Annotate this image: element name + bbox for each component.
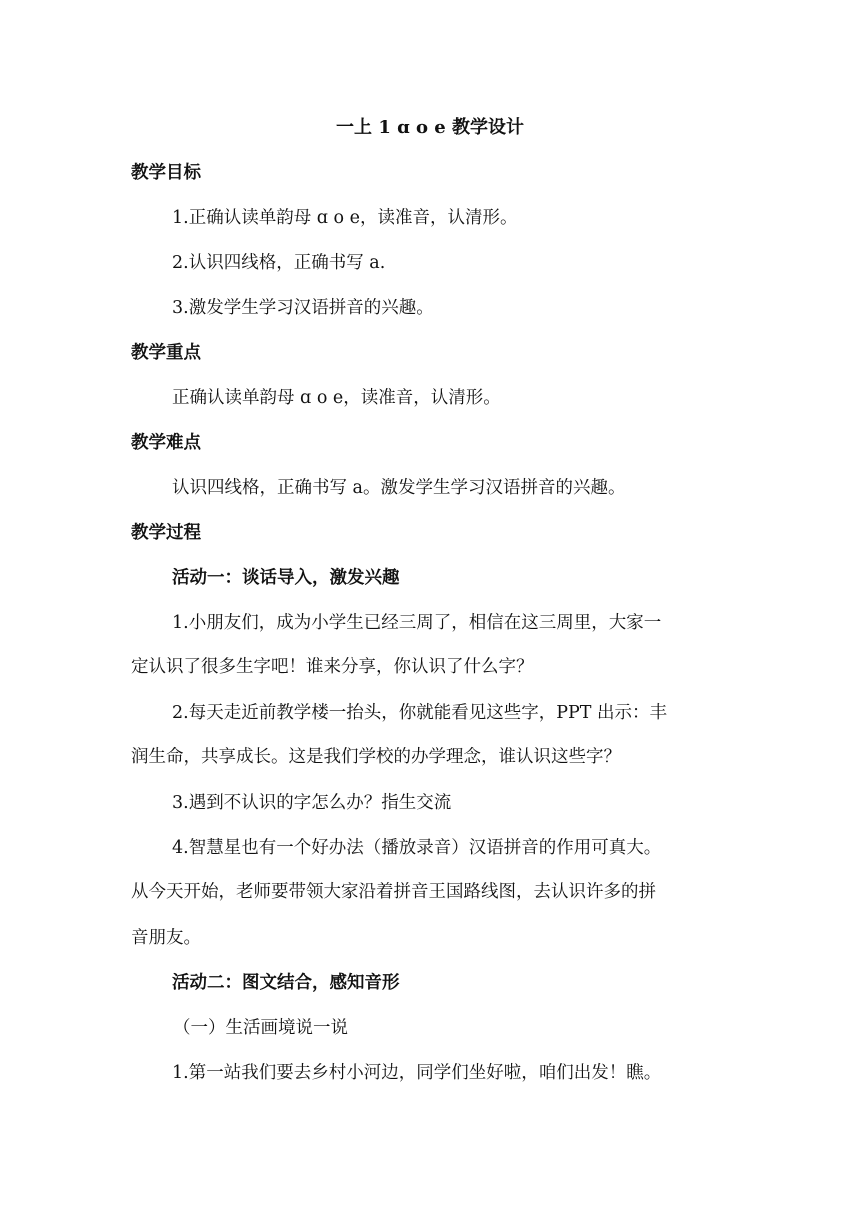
paragraph-line: 1.小朋友们，成为小学生已经三周了，相信在这三周里，大家一: [172, 613, 662, 633]
difficulties-text: 认识四线格，正确书写 a。激发学生学习汉语拼音的兴趣。: [172, 478, 626, 498]
activity1-heading: 活动一：谈话导入，激发兴趣: [172, 568, 400, 588]
paragraph-line: 1.第一站我们要去乡村小河边，同学们坐好啦，咱们出发！瞧。: [172, 1063, 662, 1083]
activity2-subheading: （一）生活画境说一说: [173, 1018, 348, 1038]
objective-item: 1.正确认读单韵母 ɑ o e，读准音，认清形。: [172, 208, 518, 228]
document-title: 一上 1 ɑ o e 教学设计: [336, 117, 524, 138]
difficulties-heading: 教学难点: [131, 433, 201, 453]
paragraph-line: 从今天开始，老师要带领大家沿着拼音王国路线图，去认识许多的拼: [131, 882, 656, 902]
paragraph-line: 润生命，共享成长。这是我们学校的办学理念，谁认识这些字？: [131, 747, 621, 767]
paragraph-line: 3.遇到不认识的字怎么办？指生交流: [172, 793, 452, 813]
paragraph-line: 4.智慧星也有一个好办法（播放录音）汉语拼音的作用可真大。: [172, 838, 662, 858]
objectives-heading: 教学目标: [131, 163, 201, 183]
objective-item: 2.认识四线格，正确书写 a.: [172, 253, 386, 273]
activity2-heading: 活动二：图文结合，感知音形: [172, 973, 400, 993]
process-heading: 教学过程: [131, 523, 201, 543]
objective-item: 3.激发学生学习汉语拼音的兴趣。: [172, 298, 434, 318]
key-points-text: 正确认读单韵母 ɑ o e，读准音，认清形。: [172, 388, 501, 408]
paragraph-line: 音朋友。: [131, 928, 201, 948]
paragraph-line: 2.每天走近前教学楼一抬头，你就能看见这些字，PPT 出示：丰: [172, 703, 667, 723]
key-points-heading: 教学重点: [131, 343, 201, 363]
paragraph-line: 定认识了很多生字吧！谁来分享，你认识了什么字？: [131, 657, 534, 677]
